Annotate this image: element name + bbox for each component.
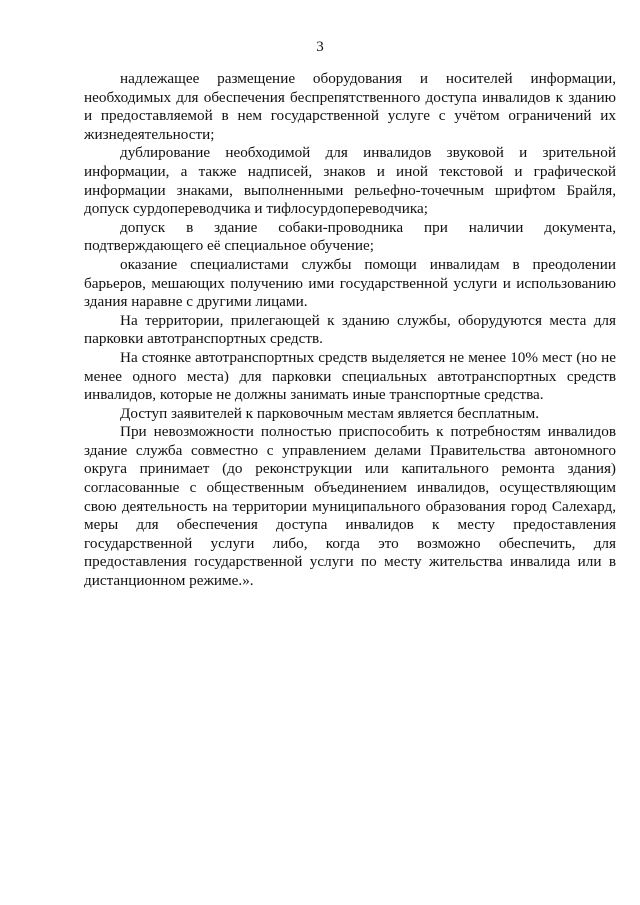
paragraph-parking-places: На территории, прилегающей к зданию службы, оборудуются места для парковки автотранспортных средств.: [84, 311, 616, 348]
paragraph-free-parking: Доступ заявителей к парковочным местам является бесплатным.: [120, 404, 540, 422]
document-body: [84, 70, 616, 591]
paragraph-accessibility-measures: При невозможности полностью приспособить к потребностям инвалидов здание служба совместно с управлением делами Правительства автономного округа принимает (до реконструкции или капитального ремонта здания) согласованные с общественным объединением инвалидов, осуществляющим свою деятельность на территории муниципального образования город Салехард, меры для обеспечения доступа инвалидов к месту предоставления государственной услуги либо, когда это возможно обеспечить, для предоставления государственной услуги по месту жительства инвалида или в дистанционном режиме.».: [84, 423, 616, 590]
paragraph-information-duplication: дублирование необходимой для инвалидов звуковой и зрительной информации, а также надписей, знаков и иной текстовой и графической информации знаками, выполненными рельефно-точечным шрифтом Брайля, допуск сурдопереводчика и тифлосурдопереводчика;: [84, 144, 616, 218]
paragraph-equipment-placement: надлежащее размещение оборудования и носителей информации, необходимых для обеспечения беспрепятственного доступа инвалидов к зданию и предоставляемой в нем государственной услуге с учётом ограничений их жизнедеятельности;: [84, 70, 616, 143]
paragraph-specialist-assistance: оказание специалистами службы помощи инвалидам в преодолении барьеров, мешающих получению ими государственной услуги и использованию здания наравне с другими лицами.: [84, 255, 616, 311]
page-number: 3: [316, 39, 324, 55]
paragraph-parking-quota: На стоянке автотранспортных средств выделяется не менее 10% мест (но не менее одного места) для парковки специальных автотранспортных средств инвалидов, которые не должны занимать иные транспортные средства.: [84, 348, 616, 404]
paragraph-guide-dog-admission: допуск в здание собаки-проводника при наличии документа, подтверждающего её специальное обучение;: [84, 218, 616, 255]
